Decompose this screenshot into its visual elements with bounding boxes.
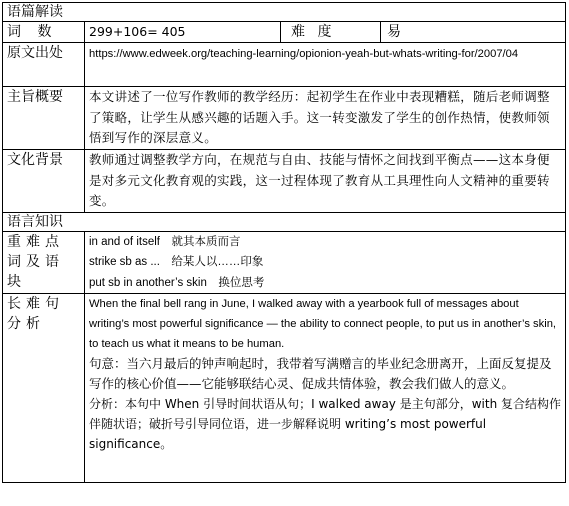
sentence-label: 长难句分析 [3, 294, 85, 483]
sentence-translation: 句意：当六月最后的钟声响起时，我带着写满赠言的毕业纪念册离开，上面反复提及写作的核心价值——它能够联结心灵、促成共情体验，教会我们做人的意义。 [89, 356, 552, 391]
difficulty-label: 难 度 [281, 22, 381, 43]
section-title-text-analysis: 语篇解读 [3, 3, 566, 22]
reading-analysis-table [2, 2, 566, 483]
background-label: 文化背景 [3, 150, 85, 213]
summary-text: 本文讲述了一位写作教师的教学经历：起初学生在作业中表现糟糕，随后老师调整了策略，让学生从感兴趣的话题入手。这一转变激发了学生的创作热情，使教师领悟到写作的深层意义。 [85, 87, 566, 150]
sentence-analysis [85, 294, 566, 483]
sentence-structure-analysis: 分析：本句中 When 引导时间状语从句；I walked away 是主句部分，with 复合结构作伴随状语；破折号引导同位语，进一步解释说明 writing’s most powerful significance。 [89, 397, 561, 451]
vocab-list [85, 231, 566, 294]
vocab-item: in and of itself 就其本质而言 [89, 235, 241, 248]
background-text: 教师通过调整教学方向，在规范与自由、技能与情怀之间找到平衡点——这本身便是对多元文化教育观的实践，这一过程体现了教育从工具理性向人文精神的重要转变。 [85, 150, 566, 213]
source-url [85, 43, 566, 87]
vocab-item: strike sb as ... 给某人以……印象 [89, 256, 264, 268]
vocab-item: put sb in another’s skin 换位思考 [89, 276, 265, 289]
sentence-english: When the final bell rang in June, I walked away with a yearbook full of messages about writing’s most powerful significance — the ability to connect people, to put us in another’s skin, to teach us what it means to be human. [89, 298, 557, 350]
word-count-value: 299+106= 405 [85, 22, 281, 43]
source-label: 原文出处 [3, 43, 85, 87]
source-url-text: https://www.edweek.org/teaching-learning/opionion-yeah-but-whats-writing-for/2007/04 [89, 48, 519, 60]
summary-label: 主旨概要 [3, 87, 85, 150]
difficulty-value: 易 [381, 22, 566, 43]
section-title-language-knowledge: 语言知识 [3, 212, 566, 231]
word-count-label: 词 数 [3, 22, 85, 43]
vocab-label: 重难点词及语块 [3, 231, 85, 294]
